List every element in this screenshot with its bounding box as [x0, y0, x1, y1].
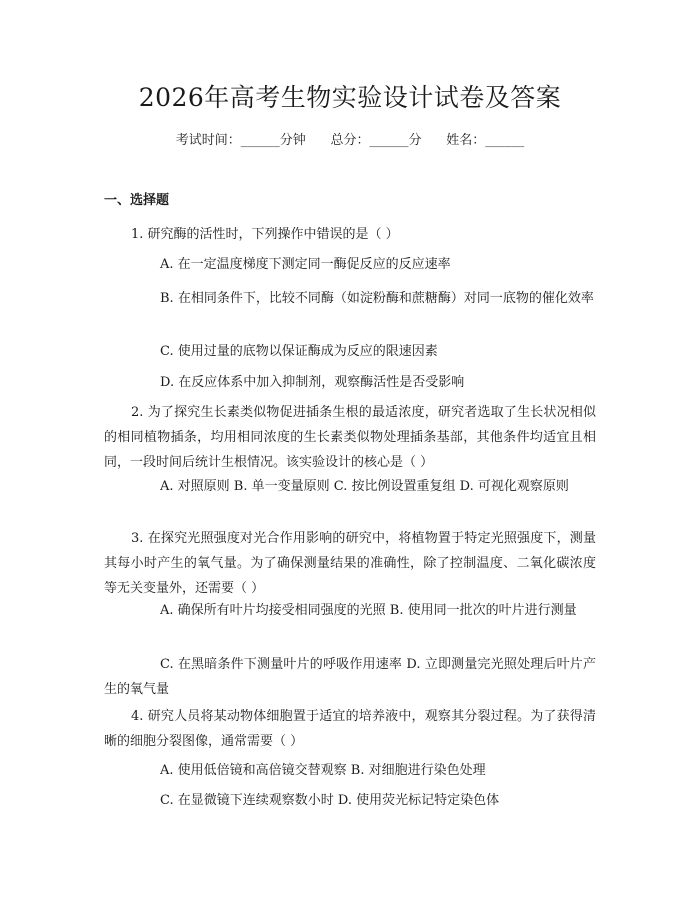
question-4-options-ab: A. 使用低倍镜和高倍镜交替观察 B. 对细胞进行染色处理	[160, 763, 486, 778]
question-3-options-ab: A. 确保所有叶片均接受相同强度的光照 B. 使用同一批次的叶片进行测量	[160, 603, 577, 618]
page-title: 2026年高考生物实验设计试卷及答案	[138, 83, 562, 112]
question-1-stem: 1. 研究酶的活性时，下列操作中错误的是（ ）	[131, 227, 399, 242]
question-4-stem: 4. 研究人员将某动物体细胞置于适宜的培养液中，观察其分裂过程。为了获得清晰的细胞分裂图像，通常需要（ ）	[104, 709, 596, 749]
question-1-option-d: D. 在反应体系中加入抑制剂，观察酶活性是否受影响	[160, 375, 465, 390]
exam-info-line: 考试时间：______分钟 总分：______分 姓名：______	[175, 133, 525, 148]
question-2-options: A. 对照原则 B. 单一变量原则 C. 按比例设置重复组 D. 可视化观察原则	[160, 479, 569, 494]
question-2-stem: 2. 为了探究生长素类似物促进插条生根的最适浓度，研究者选取了生长状况相似的相同植物插条，均用相同浓度的生长素类似物处理插条基部，其他条件均适宜且相同，一段时间后统计生根情况。该实验设计的核心是（ ）	[104, 405, 596, 470]
question-1-option-c: C. 使用过量的底物以保证酶成为反应的限速因素	[160, 344, 438, 359]
section-heading: 一、选择题	[104, 193, 170, 208]
question-3-options-cd: C. 在黑暗条件下测量叶片的呼吸作用速率 D. 立即测量完光照处理后叶片产生的氧气量	[104, 657, 596, 697]
question-3-stem: 3. 在探究光照强度对光合作用影响的研究中，将植物置于特定光照强度下，测量其每小时产生的氧气量。为了确保测量结果的准确性，除了控制温度、二氧化碳浓度等无关变量外，还需要（ ）	[104, 531, 596, 596]
question-1-option-b: B. 在相同条件下，比较不同酶（如淀粉酶和蔗糖酶）对同一底物的催化效率	[160, 291, 594, 306]
question-1-option-a: A. 在一定温度梯度下测定同一酶促反应的反应速率	[160, 257, 451, 272]
question-4-options-cd: C. 在显微镜下连续观察数小时 D. 使用荧光标记特定染色体	[160, 793, 500, 808]
